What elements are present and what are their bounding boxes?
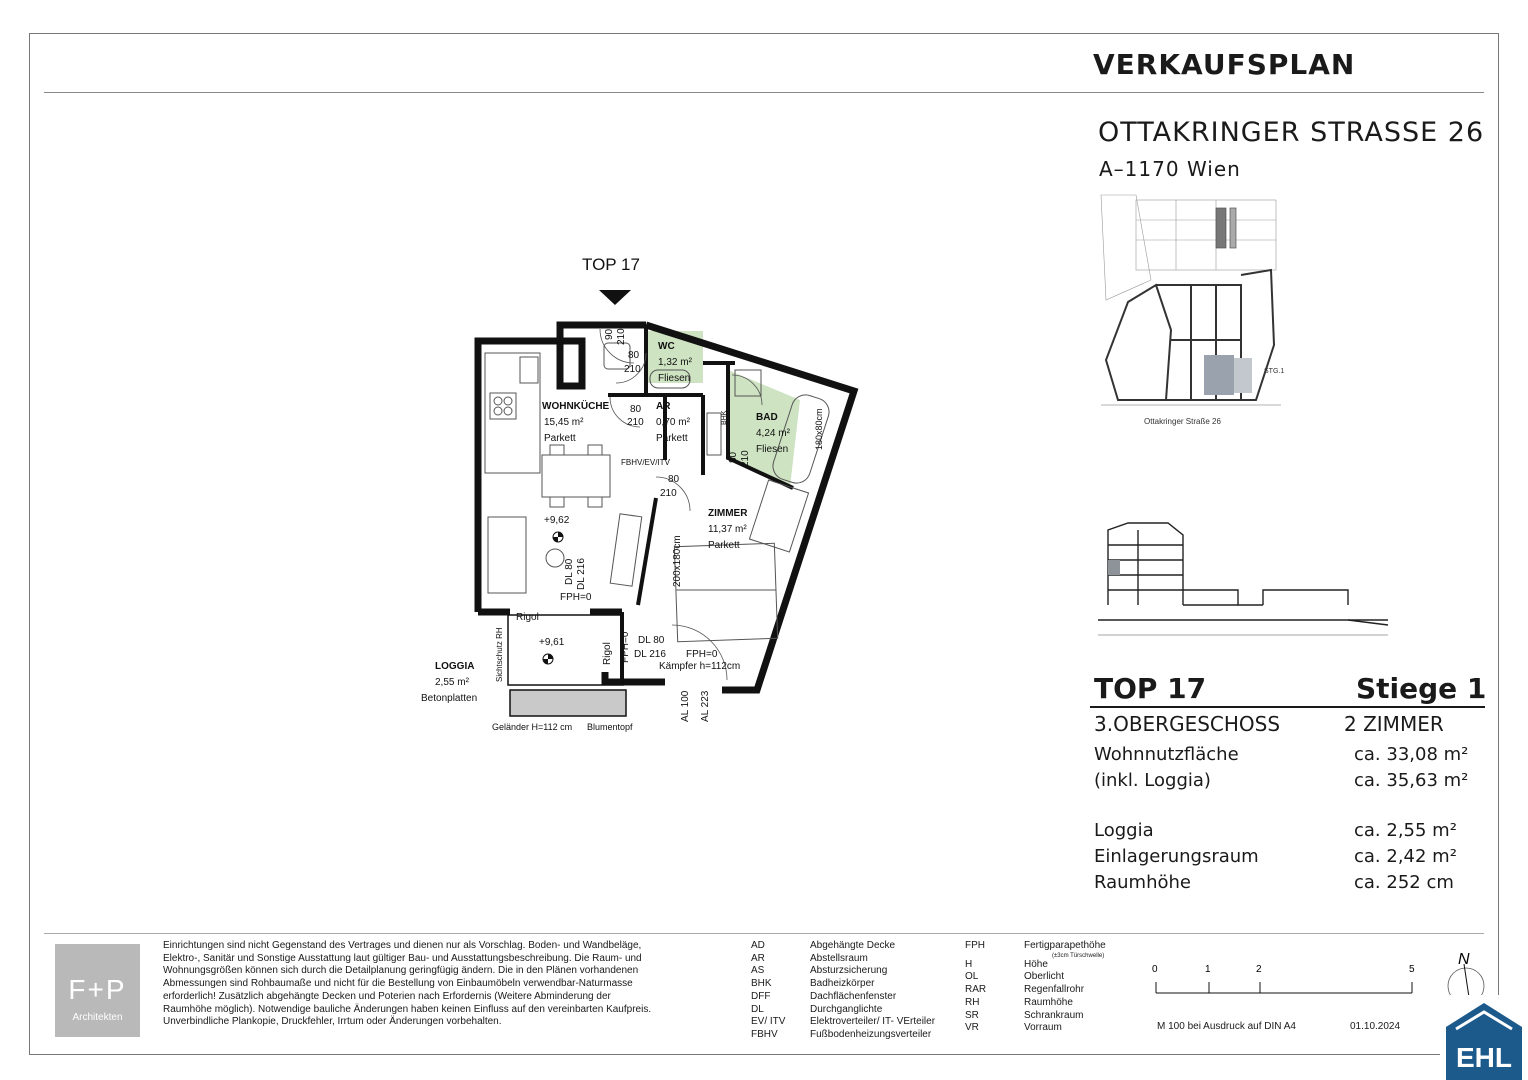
label-level-2: +9,61: [539, 637, 565, 648]
fact-label: (inkl. Loggia): [1094, 770, 1211, 791]
room-loggia-name: LOGGIA: [435, 661, 475, 672]
page-title: VERKAUFSPLAN: [1093, 48, 1356, 81]
unit-room-count: 2 ZIMMER: [1344, 712, 1444, 736]
entrance-arrow-icon: [599, 290, 631, 305]
label-dl216-1: DL 216: [576, 558, 587, 590]
label-door-210e: 210: [660, 488, 677, 499]
plan-date: 01.10.2024: [1350, 1021, 1401, 1032]
room-wc-name: WC: [658, 341, 675, 352]
label-fph-3: FPH=0: [686, 649, 718, 660]
room-zimmer-floor: Parkett: [708, 540, 740, 551]
room-zimmer-name: ZIMMER: [708, 508, 748, 519]
fact-row: [1094, 770, 1474, 796]
label-rigol-1: Rigol: [516, 612, 539, 623]
room-kitchen-floor: Parkett: [544, 433, 576, 444]
fact-row: [1094, 872, 1474, 898]
scale-bar: [1152, 960, 1422, 1000]
planter: [510, 690, 626, 716]
label-fph-2: FPH=0: [620, 631, 631, 663]
fact-value: ca. 252 cm: [1354, 872, 1454, 893]
address-street: OTTAKRINGER STRASSE 26: [1098, 117, 1485, 148]
unit-facts: [1094, 744, 1474, 898]
room-ar-floor: Parkett: [656, 433, 688, 444]
architect-logo-mark: F+P: [68, 974, 127, 1005]
unit-tag: TOP 17: [582, 255, 640, 274]
abbr-values-right: Fertigparapethöhe (±3cm Türschwelle) Höhe Oberlicht Regenfallrohr Raumhöhe Schrankraum Vorraum: [1024, 940, 1106, 1034]
svg-text:1: 1: [1205, 964, 1211, 975]
svg-text:0: 0: [1152, 964, 1158, 975]
room-bath-floor: Fliesen: [756, 444, 789, 455]
label-bhk: BHK: [721, 410, 728, 425]
label-kaempfer: Kämpfer h=112cm: [659, 661, 741, 672]
floor-plan: [410, 245, 870, 745]
fact-row: [1094, 846, 1474, 872]
label-bed: 200x180cm: [672, 535, 683, 587]
fact-label: Raumhöhe: [1094, 872, 1191, 893]
room-loggia-area: 2,55 m²: [435, 677, 469, 688]
room-wc-area: 1,32 m²: [658, 357, 692, 368]
fact-label: Wohnnutzfläche: [1094, 744, 1239, 765]
abbr-keys-left: AD AR AS BHK DFF DL EV/ ITV FBHV: [751, 940, 786, 1040]
unit-stair: Stiege 1: [1356, 672, 1487, 705]
fact-label: Einlagerungsraum: [1094, 846, 1259, 867]
disclaimer-text: Einrichtungen sind nicht Gegenstand des Vertrages und dienen nur als Vorschlag. Boden- und Wandbeläge, Elektro-, Sanitär und Sonstige Ausstattung laut gültiger Bau- und Ausstattungsbeschreibung. Die Raum- und Wohnungsgrößen können sich durch die Detailplanung geringfügig ändern. Die in den Plänen vorhandenen Abmessungen sind Rohbaumaße und nicht für die Bestellung von Einbaumöbeln verwendbar-Naturmasse erforderlich! Zusätzlich abgehängte Decken und Poterien nach Erfordernis (Weitere Abminderung der Raumhöhe möglich). Notwendige bauliche Änderungen haben keinen Einfluss auf den vereinbarten Kaufpreis. Unverbindliche Plankopie, Druckfehler, Irrtum oder Änderungen vorbehalten.: [163, 940, 652, 1028]
scale-note: M 100 bei Ausdruck auf DIN A4: [1157, 1021, 1296, 1032]
label-door-210b: 210: [624, 364, 641, 375]
fact-value: ca. 2,55 m²: [1354, 820, 1457, 841]
label-dl80-1: DL 80: [564, 558, 575, 585]
fact-value: ca. 35,63 m²: [1354, 770, 1469, 791]
room-bath-name: BAD: [756, 412, 778, 423]
room-loggia-floor: Betonplatten: [421, 693, 478, 704]
svg-text:EHL: EHL: [1456, 1042, 1512, 1073]
building-section: [1098, 495, 1398, 645]
architect-logo-text: Architekten: [72, 1012, 123, 1023]
label-rigol-2: Rigol: [602, 642, 613, 665]
label-bath-size: 180x80cm: [814, 408, 824, 450]
label-fph-1: FPH=0: [560, 592, 592, 603]
stair-label: STG.1: [1264, 368, 1285, 375]
unit-floor: 3.OBERGESCHOSS: [1094, 712, 1281, 736]
architect-logo: [55, 944, 140, 1037]
label-door-80a: 80: [628, 350, 640, 361]
fact-value: ca. 33,08 m²: [1354, 744, 1469, 765]
room-ar-name: AR: [656, 401, 671, 412]
label-blumentopf: Blumentopf: [587, 722, 633, 732]
room-ar-area: 0,70 m²: [656, 417, 690, 428]
label-fbhv: FBHV/EV/ITV: [621, 458, 670, 467]
room-kitchen-name: WOHNKÜCHE: [542, 401, 610, 412]
room-kitchen-area: 15,45 m²: [544, 417, 584, 428]
label-door-210a: 210: [616, 328, 627, 345]
label-door-80c: 80: [728, 451, 739, 463]
address-city: A–1170 Wien: [1099, 157, 1241, 181]
footer-divider: [44, 933, 1484, 934]
label-door-80b: 80: [630, 404, 642, 415]
fact-row: [1094, 820, 1474, 846]
label-door-210c: 210: [627, 417, 644, 428]
room-wc-floor: Fliesen: [658, 373, 691, 384]
label-sichtschutz: Sichtschutz RH: [495, 627, 504, 682]
room-zimmer-area: 11,37 m²: [708, 524, 747, 535]
abbr-keys-right: FPH H OL RAR RH SR VR: [965, 940, 987, 1034]
label-dl80-2: DL 80: [638, 635, 665, 646]
label-level-1: +9,62: [544, 515, 570, 526]
site-street-label: Ottakringer Straße 26: [1144, 417, 1221, 426]
unit-name: TOP 17: [1094, 672, 1207, 705]
label-al223: AL 223: [700, 690, 711, 722]
label-door-80d: 80: [668, 474, 680, 485]
fact-row: [1094, 744, 1474, 770]
label-door-90: 90: [604, 328, 615, 340]
label-door-210d: 210: [740, 450, 751, 467]
abbr-values-left: Abgehängte Decke Abstellsraum Absturzsicherung Badheizkörper Dachflächenfenster Durchganglichte Elektroverteiler/ IT- VErteiler Fußbodenheizungsverteiler: [810, 940, 936, 1040]
turschwelle-note: (±3cm Türschwelle): [1052, 952, 1105, 959]
svg-text:5: 5: [1409, 964, 1415, 975]
unit-divider: [1090, 706, 1485, 708]
label-gelaender: Geländer H=112 cm: [492, 722, 573, 732]
fact-label: Loggia: [1094, 820, 1154, 841]
svg-text:N: N: [1458, 951, 1470, 968]
svg-text:2: 2: [1256, 964, 1262, 975]
room-bath-area: 4,24 m²: [756, 428, 790, 439]
ehl-logo: [1440, 995, 1528, 1080]
header-divider: [44, 92, 1484, 93]
label-al100: AL 100: [680, 690, 691, 722]
site-plan: [1096, 190, 1286, 430]
fact-value: ca. 2,42 m²: [1354, 846, 1457, 867]
label-dl216-2: DL 216: [634, 649, 666, 660]
